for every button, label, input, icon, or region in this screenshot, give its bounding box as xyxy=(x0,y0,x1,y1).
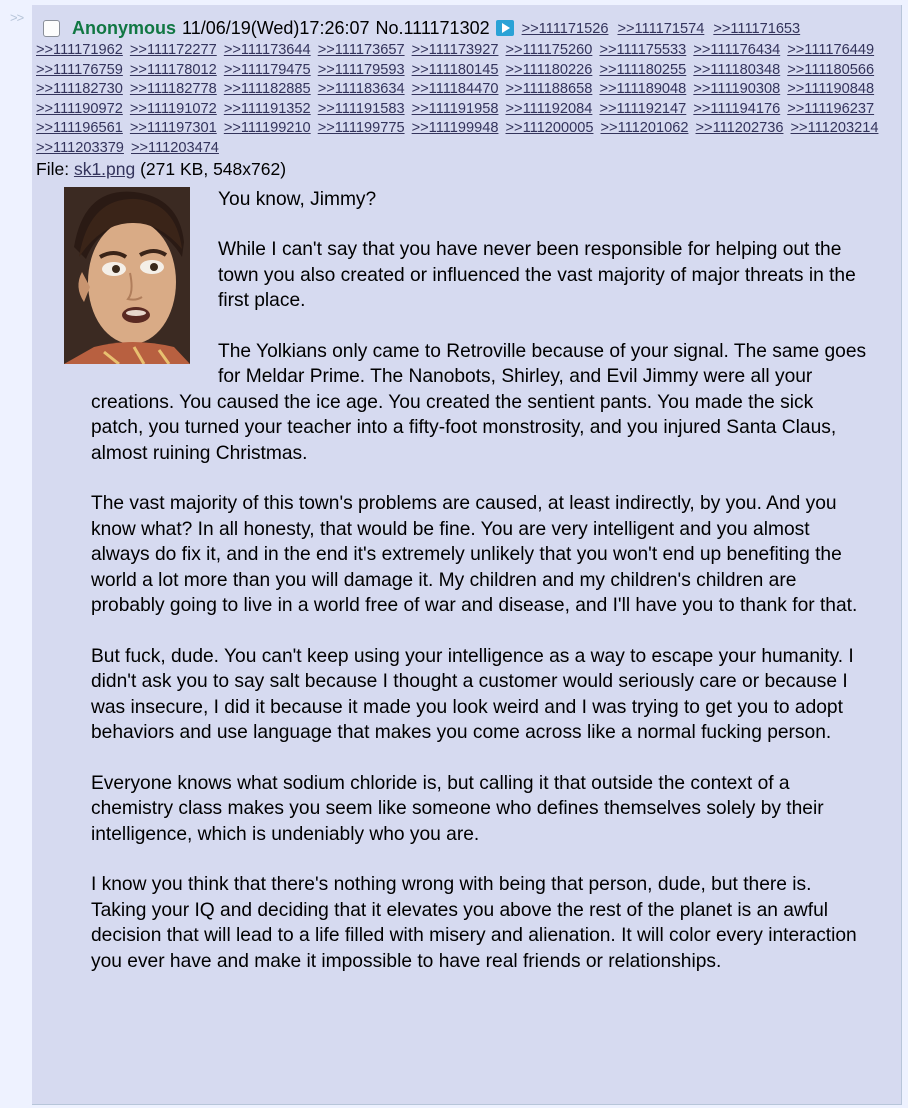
backlink[interactable]: >>111184470 xyxy=(411,81,499,98)
file-label: File: xyxy=(36,158,70,179)
backlink[interactable]: >>111173644 xyxy=(223,42,311,58)
message-paragraph: The Yolkians only came to Retroville because of your signal. The same goes for Meldar Prime. The Nanobots, Shirley, and Evil Jimmy were all your creations. You caused the ice age. You created the sentient pants. You made the sick patch, you turned your teacher into a fifty-foot monstrosity, and you injured Santa Claus, almost ruining Christmas. xyxy=(91,340,867,464)
backlink[interactable]: >>111175533 xyxy=(599,42,687,58)
backlink[interactable]: >>111176434 xyxy=(693,42,781,58)
backlink[interactable]: >>111172277 xyxy=(129,42,217,58)
backlink[interactable]: >>111188658 xyxy=(505,81,593,98)
backlink-row xyxy=(36,119,897,139)
side-marker: >> xyxy=(10,10,24,25)
backlink[interactable]: >>111171526 xyxy=(521,21,609,37)
backlink[interactable]: >>111182885 xyxy=(223,81,311,98)
backlink[interactable]: >>111197301 xyxy=(129,120,217,137)
backlink[interactable]: >>111189048 xyxy=(599,81,687,98)
message-paragraph: While I can't say that you have never been responsible for helping out the town you also created or influenced the vast majority of major threats in the first place. xyxy=(218,239,856,312)
backlink[interactable]: >>111199210 xyxy=(223,120,311,137)
backlink[interactable]: >>111196237 xyxy=(787,100,875,117)
backlink[interactable]: >>111178012 xyxy=(129,61,217,78)
backlink[interactable]: >>111179593 xyxy=(317,61,405,78)
post-datetime: 11/06/19(Wed)17:26:07 xyxy=(182,18,370,38)
message-paragraph: You know, Jimmy? xyxy=(218,188,377,210)
backlink[interactable]: >>111191352 xyxy=(223,100,311,117)
backlink[interactable]: >>111191072 xyxy=(129,100,217,117)
backlink[interactable]: >>111202736 xyxy=(695,120,784,137)
backlink[interactable]: >>111173927 xyxy=(411,42,499,58)
backlink[interactable]: >>111175260 xyxy=(505,42,593,58)
backlink[interactable]: >>111183634 xyxy=(317,81,405,98)
post-number[interactable]: No.111171302 xyxy=(375,18,490,38)
post-thumbnail[interactable] xyxy=(64,187,190,364)
backlink[interactable]: >>111182778 xyxy=(129,81,217,98)
backlink[interactable]: >>111171653 xyxy=(713,21,801,37)
backlink[interactable]: >>111179475 xyxy=(223,61,311,78)
backlink[interactable]: >>111199948 xyxy=(411,120,499,137)
backlink[interactable]: >>111203379 xyxy=(36,139,124,156)
file-meta: (271 KB, 548x762) xyxy=(140,158,287,179)
backlink-row xyxy=(36,100,897,120)
backlink[interactable]: >>111200005 xyxy=(505,120,594,137)
post-header xyxy=(36,15,897,41)
backlink[interactable]: >>111190848 xyxy=(787,81,875,98)
backlink[interactable]: >>111180255 xyxy=(599,61,687,78)
backlink[interactable]: >>111201062 xyxy=(600,120,689,137)
backlink[interactable]: >>111180566 xyxy=(787,61,875,78)
backlink[interactable]: >>111173657 xyxy=(317,42,405,58)
backlink[interactable]: >>111180226 xyxy=(505,61,593,78)
backlink[interactable]: >>111171962 xyxy=(36,42,123,58)
message-paragraph: But fuck, dude. You can't keep using your intelligence as a way to escape your humanity. I didn't ask you to say salt because I thought a customer would seriously care or because I was insecure, I did it because it made you look weird and I was trying to get you to adopt behaviors and use language that makes you come across like a normal fucking person. xyxy=(91,645,854,744)
backlink[interactable]: >>111203474 xyxy=(131,139,219,156)
file-info xyxy=(36,157,897,181)
backlink[interactable]: >>111190972 xyxy=(36,100,123,117)
poster-name: Anonymous xyxy=(72,18,177,38)
post-select-checkbox[interactable] xyxy=(43,20,60,37)
reply-post xyxy=(32,5,902,1105)
inline-backlinks xyxy=(522,14,805,42)
backlink-row xyxy=(36,61,897,81)
backlink[interactable]: >>111194176 xyxy=(693,100,781,117)
backlink[interactable]: >>111182730 xyxy=(36,81,123,98)
post-body xyxy=(36,187,897,975)
message-paragraph: I know you think that there's nothing wrong with being that person, dude, but there is. Taking your IQ and deciding that it elevates you above the rest of the planet is an awful decision that will lead to a life filled with misery and alienation. It will color every interaction you ever have and make it impossible to have real friends or relationships. xyxy=(91,874,857,972)
backlink[interactable]: >>111176449 xyxy=(787,42,875,58)
backlink-row xyxy=(36,41,897,61)
play-icon[interactable] xyxy=(496,20,514,36)
backlink[interactable]: >>111192084 xyxy=(505,100,593,117)
backlink[interactable]: >>111191583 xyxy=(317,100,405,117)
backlink[interactable]: >>111180348 xyxy=(693,61,781,78)
message-paragraph: Everyone knows what sodium chloride is, but calling it that outside the context of a chemistry class makes you seem like someone who defines themselves solely by their intelligence, which is undeniably who you are. xyxy=(91,772,824,845)
backlinks-list xyxy=(36,41,897,159)
backlink[interactable]: >>111176759 xyxy=(36,61,123,78)
backlink[interactable]: >>111196561 xyxy=(36,120,123,137)
character-face-image xyxy=(64,187,190,364)
backlink[interactable]: >>111192147 xyxy=(599,100,687,117)
file-link[interactable]: sk1.png xyxy=(73,158,136,179)
backlink-row xyxy=(36,80,897,100)
backlink[interactable]: >>111171574 xyxy=(617,21,705,37)
backlink[interactable]: >>111191958 xyxy=(411,100,499,117)
backlink[interactable]: >>111180145 xyxy=(411,61,499,78)
backlink[interactable]: >>111199775 xyxy=(317,120,405,137)
backlink[interactable]: >>111203214 xyxy=(790,120,879,137)
backlink[interactable]: >>111190308 xyxy=(693,81,781,98)
message-paragraph: The vast majority of this town's problems are caused, at least indirectly, by you. And you know what? In all honesty, that would be fine. You are very intelligent and you almost always do fix it, and in the end it's extremely unlikely that you won't end up benefiting the world a lot more than you will damage it. My children and my children's children are probably going to live in a world free of war and disease, and I'll have you to thank for that. xyxy=(91,493,858,617)
